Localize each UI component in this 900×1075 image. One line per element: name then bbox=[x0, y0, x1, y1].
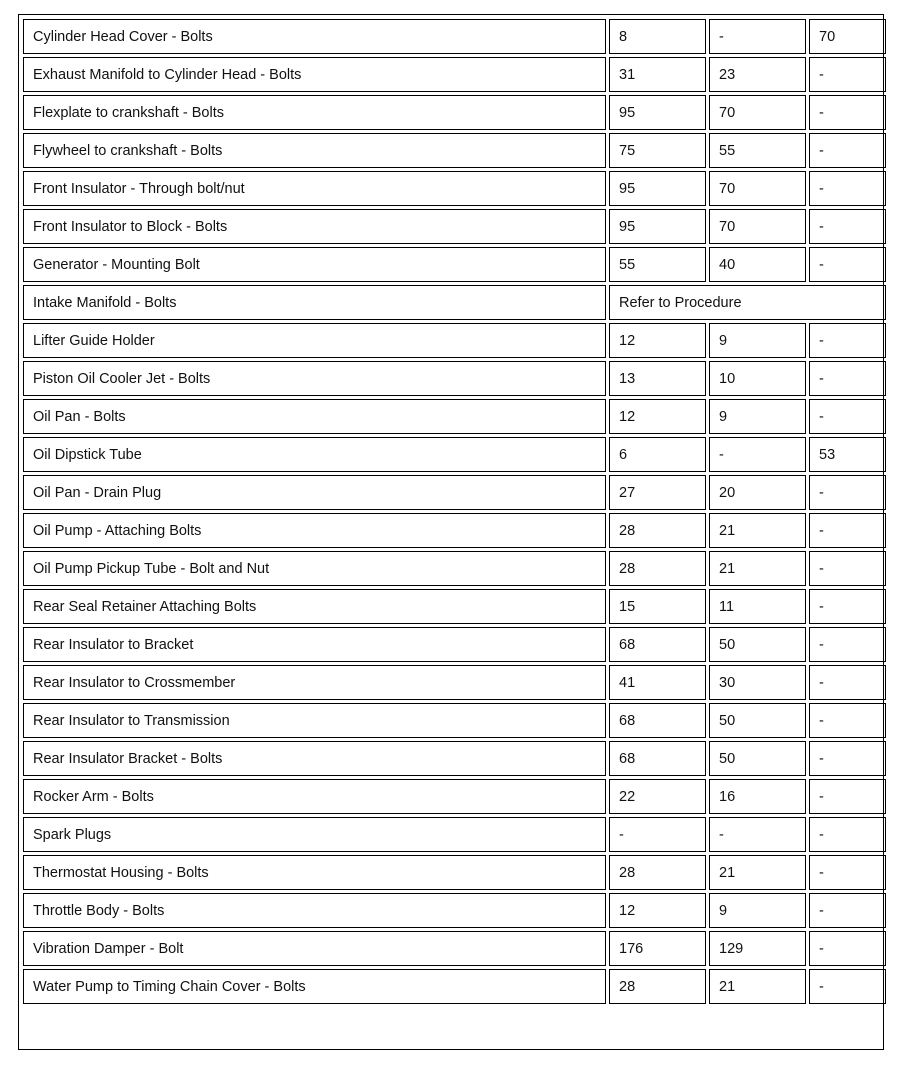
torque-spec-table bbox=[20, 16, 889, 1007]
torque-lbft-cell: 20 bbox=[709, 475, 806, 510]
fastener-name-cell: Rear Insulator Bracket - Bolts bbox=[23, 741, 606, 776]
torque-lbft-cell: 30 bbox=[709, 665, 806, 700]
torque-nm-cell: 176 bbox=[609, 931, 706, 966]
torque-nm-cell: 28 bbox=[609, 551, 706, 586]
torque-lbft-cell: - bbox=[709, 19, 806, 54]
torque-nm-cell: 68 bbox=[609, 703, 706, 738]
torque-lbft-cell: 50 bbox=[709, 741, 806, 776]
torque-lbin-cell: - bbox=[809, 969, 886, 1004]
torque-lbin-cell: 70 bbox=[809, 19, 886, 54]
torque-lbft-cell: 129 bbox=[709, 931, 806, 966]
fastener-name-cell: Flexplate to crankshaft - Bolts bbox=[23, 95, 606, 130]
torque-lbft-cell: 9 bbox=[709, 893, 806, 928]
torque-nm-cell: 68 bbox=[609, 627, 706, 662]
torque-lbft-cell: 21 bbox=[709, 513, 806, 548]
torque-lbin-cell: - bbox=[809, 247, 886, 282]
table-row bbox=[23, 665, 886, 700]
fastener-name-cell: Rear Seal Retainer Attaching Bolts bbox=[23, 589, 606, 624]
fastener-name-cell: Front Insulator - Through bolt/nut bbox=[23, 171, 606, 206]
fastener-name-cell: Throttle Body - Bolts bbox=[23, 893, 606, 928]
torque-lbin-cell: - bbox=[809, 893, 886, 928]
torque-lbft-cell: - bbox=[709, 817, 806, 852]
torque-lbft-cell: 55 bbox=[709, 133, 806, 168]
fastener-name-cell: Rocker Arm - Bolts bbox=[23, 779, 606, 814]
fastener-name-cell: Vibration Damper - Bolt bbox=[23, 931, 606, 966]
table-row bbox=[23, 361, 886, 396]
torque-lbin-cell: - bbox=[809, 323, 886, 358]
fastener-name-cell: Thermostat Housing - Bolts bbox=[23, 855, 606, 890]
torque-nm-cell: 13 bbox=[609, 361, 706, 396]
fastener-name-cell: Lifter Guide Holder bbox=[23, 323, 606, 358]
torque-lbft-cell: 70 bbox=[709, 171, 806, 206]
fastener-name-cell: Oil Dipstick Tube bbox=[23, 437, 606, 472]
fastener-name-cell: Cylinder Head Cover - Bolts bbox=[23, 19, 606, 54]
torque-lbft-cell: 10 bbox=[709, 361, 806, 396]
torque-nm-cell: 15 bbox=[609, 589, 706, 624]
torque-nm-cell: 95 bbox=[609, 171, 706, 206]
torque-nm-cell: 6 bbox=[609, 437, 706, 472]
table-row bbox=[23, 437, 886, 472]
torque-nm-cell: 22 bbox=[609, 779, 706, 814]
fastener-name-cell: Generator - Mounting Bolt bbox=[23, 247, 606, 282]
fastener-name-cell: Spark Plugs bbox=[23, 817, 606, 852]
table-row bbox=[23, 95, 886, 130]
fastener-name-cell: Front Insulator to Block - Bolts bbox=[23, 209, 606, 244]
fastener-name-cell: Rear Insulator to Transmission bbox=[23, 703, 606, 738]
torque-lbft-cell: 9 bbox=[709, 399, 806, 434]
torque-lbft-cell: 70 bbox=[709, 95, 806, 130]
table-row bbox=[23, 57, 886, 92]
torque-lbin-cell: - bbox=[809, 855, 886, 890]
torque-nm-cell: 41 bbox=[609, 665, 706, 700]
torque-lbin-cell: - bbox=[809, 133, 886, 168]
table-row bbox=[23, 969, 886, 1004]
fastener-name-cell: Oil Pan - Drain Plug bbox=[23, 475, 606, 510]
table-row bbox=[23, 399, 886, 434]
torque-lbin-cell: - bbox=[809, 513, 886, 548]
torque-lbin-cell: - bbox=[809, 703, 886, 738]
table-row bbox=[23, 475, 886, 510]
torque-lbin-cell: - bbox=[809, 551, 886, 586]
table-row bbox=[23, 133, 886, 168]
table-row bbox=[23, 589, 886, 624]
torque-lbft-cell: 70 bbox=[709, 209, 806, 244]
fastener-name-cell: Rear Insulator to Crossmember bbox=[23, 665, 606, 700]
torque-lbin-cell: - bbox=[809, 171, 886, 206]
table-row bbox=[23, 627, 886, 662]
torque-nm-cell: 68 bbox=[609, 741, 706, 776]
torque-lbft-cell: 21 bbox=[709, 551, 806, 586]
torque-nm-cell: 12 bbox=[609, 399, 706, 434]
torque-lbft-cell: 21 bbox=[709, 855, 806, 890]
torque-nm-cell: 95 bbox=[609, 209, 706, 244]
torque-lbft-cell: - bbox=[709, 437, 806, 472]
table-row bbox=[23, 817, 886, 852]
procedure-note-cell: Refer to Procedure bbox=[609, 285, 886, 320]
fastener-name-cell: Piston Oil Cooler Jet - Bolts bbox=[23, 361, 606, 396]
fastener-name-cell: Oil Pump Pickup Tube - Bolt and Nut bbox=[23, 551, 606, 586]
table-row bbox=[23, 855, 886, 890]
torque-lbin-cell: - bbox=[809, 817, 886, 852]
table-row bbox=[23, 171, 886, 206]
torque-lbin-cell: - bbox=[809, 779, 886, 814]
torque-lbft-cell: 16 bbox=[709, 779, 806, 814]
torque-lbin-cell: - bbox=[809, 209, 886, 244]
table-row bbox=[23, 19, 886, 54]
torque-lbft-cell: 23 bbox=[709, 57, 806, 92]
torque-lbin-cell: - bbox=[809, 95, 886, 130]
torque-lbft-cell: 21 bbox=[709, 969, 806, 1004]
table-row bbox=[23, 893, 886, 928]
torque-lbft-cell: 50 bbox=[709, 703, 806, 738]
torque-lbft-cell: 40 bbox=[709, 247, 806, 282]
torque-nm-cell: 75 bbox=[609, 133, 706, 168]
torque-lbft-cell: 11 bbox=[709, 589, 806, 624]
torque-nm-cell: 8 bbox=[609, 19, 706, 54]
torque-lbin-cell: - bbox=[809, 475, 886, 510]
table-row bbox=[23, 931, 886, 966]
torque-lbin-cell: - bbox=[809, 665, 886, 700]
torque-lbin-cell: - bbox=[809, 589, 886, 624]
fastener-name-cell: Oil Pump - Attaching Bolts bbox=[23, 513, 606, 548]
fastener-name-cell: Exhaust Manifold to Cylinder Head - Bolts bbox=[23, 57, 606, 92]
torque-lbin-cell: - bbox=[809, 931, 886, 966]
fastener-name-cell: Oil Pan - Bolts bbox=[23, 399, 606, 434]
fastener-name-cell: Flywheel to crankshaft - Bolts bbox=[23, 133, 606, 168]
table-row bbox=[23, 779, 886, 814]
torque-lbin-cell: - bbox=[809, 361, 886, 396]
torque-nm-cell: 31 bbox=[609, 57, 706, 92]
torque-lbin-cell: - bbox=[809, 627, 886, 662]
torque-nm-cell: 12 bbox=[609, 323, 706, 358]
table-row bbox=[23, 209, 886, 244]
torque-lbft-cell: 50 bbox=[709, 627, 806, 662]
table-row bbox=[23, 285, 886, 320]
table-body bbox=[23, 19, 886, 1004]
torque-nm-cell: 55 bbox=[609, 247, 706, 282]
torque-nm-cell: - bbox=[609, 817, 706, 852]
fastener-name-cell: Rear Insulator to Bracket bbox=[23, 627, 606, 662]
torque-nm-cell: 28 bbox=[609, 513, 706, 548]
table-row bbox=[23, 247, 886, 282]
fastener-name-cell: Intake Manifold - Bolts bbox=[23, 285, 606, 320]
table-row bbox=[23, 323, 886, 358]
torque-nm-cell: 28 bbox=[609, 855, 706, 890]
torque-nm-cell: 12 bbox=[609, 893, 706, 928]
torque-nm-cell: 27 bbox=[609, 475, 706, 510]
fastener-name-cell: Water Pump to Timing Chain Cover - Bolts bbox=[23, 969, 606, 1004]
table-row bbox=[23, 703, 886, 738]
table-row bbox=[23, 513, 886, 548]
torque-nm-cell: 95 bbox=[609, 95, 706, 130]
torque-lbin-cell: - bbox=[809, 741, 886, 776]
torque-lbft-cell: 9 bbox=[709, 323, 806, 358]
table-row bbox=[23, 741, 886, 776]
torque-nm-cell: 28 bbox=[609, 969, 706, 1004]
table-row bbox=[23, 551, 886, 586]
torque-lbin-cell: 53 bbox=[809, 437, 886, 472]
torque-lbin-cell: - bbox=[809, 399, 886, 434]
torque-lbin-cell: - bbox=[809, 57, 886, 92]
